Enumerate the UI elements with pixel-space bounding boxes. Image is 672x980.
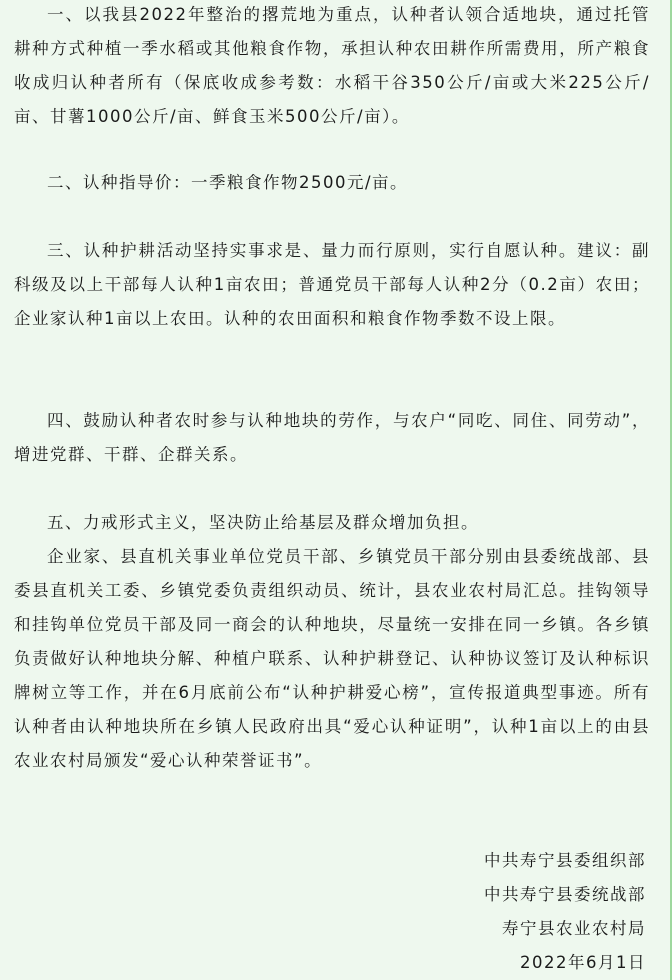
paragraph-6: 企业家、县直机关事业单位党员干部、乡镇党员干部分别由县委统战部、县委县直机关工委、乡镇党委负责组织动员、统计，县农业农村局汇总。挂钩领导和挂钩单位党员干部及同一商会的认种地块，尽量统一安排在同一乡镇。各乡镇负责做好认种地块分解、种植户联系、认种护耕登记、认种协议签订及认种标识牌树立等工作，并在6月底前公布“认种护耕爱心榜”，宣传报道典型事迹。所有认种者由认种地块所在乡镇人民政府出具“爱心认种证明”，认种1亩以上的由县农业农村局颁发“爱心认种荣誉证书”。: [14, 547, 650, 770]
paragraph-1: 一、以我县2022年整治的撂荒地为重点，认种者认领合适地块，通过托管耕种方式种植一季水稻或其他粮食作物，承担认种农田耕作所需费用，所产粮食收成归认种者所有（保底收成参考数：水稻干谷350公斤/亩或大米225公斤/亩、甘薯1000公斤/亩、鲜食玉米500公斤/亩）。: [14, 5, 650, 126]
signature-united-front-dept: 中共寿宁县委统战部: [484, 885, 646, 904]
document-date: 2022年6月1日: [520, 953, 646, 972]
paragraph-3: 三、认种护耕活动坚持实事求是、量力而行原则，实行自愿认种。建议：副科级及以上干部每人认种1亩农田；普通党员干部每人认种2分（0.2亩）农田；企业家认种1亩以上农田。认种的农田面积和粮食作物季数不设上限。: [14, 241, 650, 328]
paragraph-4: 四、鼓励认种者农时参与认种地块的劳作，与农户“同吃、同住、同劳动”，增进党群、干群、企群关系。: [14, 411, 650, 464]
paragraph-2: 二、认种指导价：一季粮食作物2500元/亩。: [47, 173, 409, 192]
signature-organization-dept: 中共寿宁县委组织部: [484, 851, 646, 870]
paragraph-5: 五、力戒形式主义，坚决防止给基层及群众增加负担。: [47, 513, 479, 532]
signature-agriculture-bureau: 寿宁县农业农村局: [502, 919, 646, 938]
